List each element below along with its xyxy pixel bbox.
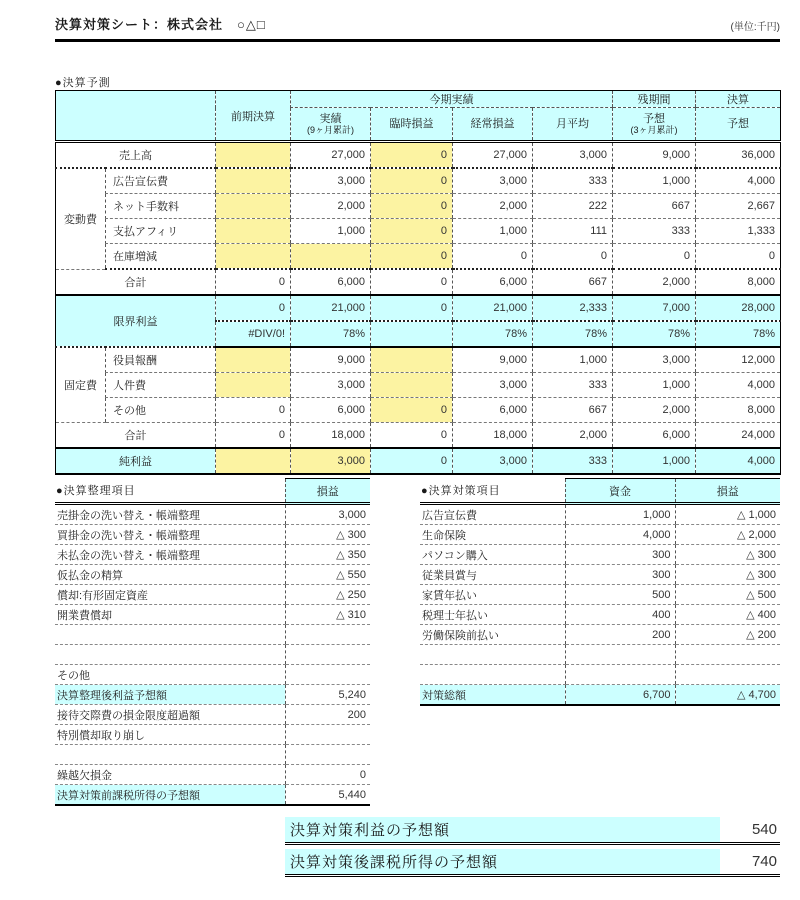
table-cell: 4,000 xyxy=(696,168,781,194)
table-cell: 2,000 xyxy=(533,423,613,449)
row-label: 売掛金の洗い替え・帳端整理 xyxy=(55,504,285,525)
table-cell: △ 300 xyxy=(675,545,780,565)
row-label: 償却:有形固定資産 xyxy=(55,585,285,605)
table-cell: 0 xyxy=(696,244,781,270)
table-cell: #DIV/0! xyxy=(216,321,291,347)
table-row xyxy=(55,765,370,785)
table-cell: △ 300 xyxy=(285,525,370,545)
table-cell xyxy=(216,194,291,219)
table-row xyxy=(55,685,370,705)
table-cell: 0 xyxy=(216,269,291,295)
table-cell: 1,000 xyxy=(453,219,533,244)
table-cell: 9,000 xyxy=(291,347,371,373)
table-row xyxy=(56,448,781,474)
row-label: 仮払金の精算 xyxy=(55,565,285,585)
table-cell: 0 xyxy=(371,295,453,321)
table-cell: 27,000 xyxy=(291,142,371,169)
table-row xyxy=(55,565,370,585)
summary-profit-label: 決算対策利益の予想額 xyxy=(285,817,720,842)
table-cell: 4,000 xyxy=(565,525,675,545)
table-cell: 300 xyxy=(565,545,675,565)
table-cell: 0 xyxy=(371,142,453,169)
table-cell: 2,000 xyxy=(613,398,696,423)
table-cell: 27,000 xyxy=(453,142,533,169)
table-row xyxy=(420,665,780,685)
table-cell: 0 xyxy=(371,194,453,219)
table-cell: 3,000 xyxy=(291,373,371,398)
table-row xyxy=(420,685,780,706)
row-label: 支払アフィリ xyxy=(106,219,216,244)
col-header-pl-measures: 損益 xyxy=(675,479,780,504)
row-label: 税理士年払い xyxy=(420,605,565,625)
table-row xyxy=(55,645,370,665)
table-cell: 1,000 xyxy=(613,448,696,474)
summary-taxable-value: 740 xyxy=(751,852,777,870)
row-label: 決算対策前課税所得の予想額 xyxy=(55,785,285,806)
table-cell: 0 xyxy=(371,398,453,423)
title-bar xyxy=(55,14,780,33)
col-header-remaining-forecast xyxy=(613,108,696,142)
summary-block xyxy=(285,816,780,880)
table-cell xyxy=(216,142,291,169)
table-cell xyxy=(675,645,780,665)
table-cell: 2,000 xyxy=(613,269,696,295)
table-cell xyxy=(565,645,675,665)
row-label: その他 xyxy=(55,665,285,685)
forecast-table xyxy=(55,90,781,475)
table-cell xyxy=(285,745,370,765)
table-cell xyxy=(291,244,371,270)
table-cell: 333 xyxy=(533,373,613,398)
col-header-ordinary: 経常損益 xyxy=(453,108,533,142)
row-label: ネット手数料 xyxy=(106,194,216,219)
table-cell: 0 xyxy=(216,295,291,321)
table-cell xyxy=(285,645,370,665)
table-cell: 3,000 xyxy=(613,347,696,373)
row-label xyxy=(55,625,285,645)
row-label: 従業員賞与 xyxy=(420,565,565,585)
col-header-settlement-forecast: 予想 xyxy=(696,108,781,142)
table-cell: 9,000 xyxy=(453,347,533,373)
table-row xyxy=(55,625,370,645)
table-row xyxy=(56,269,781,295)
table-cell: 1,000 xyxy=(565,504,675,525)
section-label-forecast: ●決算予測 xyxy=(55,77,111,89)
table-cell xyxy=(565,665,675,685)
col-header-monthly-avg: 月平均 xyxy=(533,108,613,142)
table-cell: 1,000 xyxy=(613,168,696,194)
table-cell: 2,000 xyxy=(291,194,371,219)
table-cell: 21,000 xyxy=(453,295,533,321)
table-cell: △ 550 xyxy=(285,565,370,585)
table-cell: 3,000 xyxy=(453,373,533,398)
table-cell: △ 500 xyxy=(675,585,780,605)
table-cell: 78% xyxy=(696,321,781,347)
table-cell: 8,000 xyxy=(696,269,781,295)
table-cell: 333 xyxy=(533,168,613,194)
table-cell xyxy=(371,373,453,398)
row-label: 役員報酬 xyxy=(106,347,216,373)
row-label: 限界利益 xyxy=(56,295,216,347)
summary-row-taxable xyxy=(285,848,780,877)
table-row xyxy=(420,605,780,625)
table-row xyxy=(55,585,370,605)
col-header-pl-adjustment: 損益 xyxy=(285,479,370,504)
adjustment-header-row xyxy=(55,479,370,504)
row-label: 未払金の洗い替え・帳端整理 xyxy=(55,545,285,565)
title-divider xyxy=(55,39,780,42)
row-label: 買掛金の洗い替え・帳端整理 xyxy=(55,525,285,545)
table-cell: 3,000 xyxy=(285,504,370,525)
header-row-1 xyxy=(56,91,781,108)
row-label xyxy=(55,645,285,665)
table-cell: △ 1,000 xyxy=(675,504,780,525)
table-row xyxy=(55,785,370,806)
table-cell: △ 200 xyxy=(675,625,780,645)
table-cell: 3,000 xyxy=(453,448,533,474)
table-cell: 7,000 xyxy=(613,295,696,321)
row-label: その他 xyxy=(106,398,216,423)
corner-cell xyxy=(56,91,216,142)
table-cell: 6,700 xyxy=(565,685,675,706)
section-label-measures: ●決算対策項目 xyxy=(420,479,565,504)
table-cell: △ 300 xyxy=(675,565,780,585)
table-cell: 333 xyxy=(613,219,696,244)
table-cell: 9,000 xyxy=(613,142,696,169)
row-label: 純利益 xyxy=(56,448,216,474)
group-label: 変動費 xyxy=(56,168,106,269)
measures-table xyxy=(420,478,780,706)
row-label: 広告宣伝費 xyxy=(106,168,216,194)
table-cell: 5,240 xyxy=(285,685,370,705)
col-header-actual xyxy=(291,108,371,142)
table-row xyxy=(420,525,780,545)
table-cell: 24,000 xyxy=(696,423,781,449)
table-row xyxy=(55,665,370,685)
row-label: 特別償却取り崩し xyxy=(55,725,285,745)
table-row xyxy=(420,565,780,585)
col-header-remaining-label: 予想 xyxy=(643,113,665,126)
table-cell: 4,000 xyxy=(696,373,781,398)
table-cell: △ 400 xyxy=(675,605,780,625)
row-label: 生命保険 xyxy=(420,525,565,545)
row-label xyxy=(420,665,565,685)
table-cell: 300 xyxy=(565,565,675,585)
table-cell: 0 xyxy=(453,244,533,270)
table-row xyxy=(55,745,370,765)
table-cell: 2,000 xyxy=(453,194,533,219)
col-header-current-group: 今期実績 xyxy=(291,91,613,108)
table-row xyxy=(55,605,370,625)
table-row xyxy=(56,373,781,398)
table-cell: △ 310 xyxy=(285,605,370,625)
row-label: 繰越欠損金 xyxy=(55,765,285,785)
table-cell: 667 xyxy=(613,194,696,219)
table-row xyxy=(56,219,781,244)
table-cell: 500 xyxy=(565,585,675,605)
row-label: 労働保険前払い xyxy=(420,625,565,645)
summary-row-profit xyxy=(285,816,780,845)
table-cell: 0 xyxy=(371,244,453,270)
adjustment-table xyxy=(55,478,370,806)
col-header-cash: 資金 xyxy=(565,479,675,504)
table-cell: 21,000 xyxy=(291,295,371,321)
row-label: 在庫増減 xyxy=(106,244,216,270)
row-label xyxy=(420,645,565,665)
table-cell: 1,333 xyxy=(696,219,781,244)
table-row xyxy=(55,504,370,525)
table-cell: 200 xyxy=(285,705,370,725)
table-cell: 4,000 xyxy=(696,448,781,474)
table-row xyxy=(56,295,781,321)
table-cell: 0 xyxy=(216,423,291,449)
table-cell: 6,000 xyxy=(453,398,533,423)
table-cell xyxy=(371,321,453,347)
table-cell xyxy=(285,665,370,685)
row-label: 対策総額 xyxy=(420,685,565,706)
table-cell: 0 xyxy=(371,423,453,449)
table-cell: 667 xyxy=(533,269,613,295)
row-label: 家賃年払い xyxy=(420,585,565,605)
table-row xyxy=(56,194,781,219)
table-cell: 2,667 xyxy=(696,194,781,219)
row-label: 合計 xyxy=(56,423,216,449)
table-cell: △ 350 xyxy=(285,545,370,565)
row-label: 接待交際費の損金限度超過額 xyxy=(55,705,285,725)
summary-profit-value: 540 xyxy=(751,820,777,838)
table-cell: 667 xyxy=(533,398,613,423)
table-cell: 1,000 xyxy=(291,219,371,244)
table-cell: 3,000 xyxy=(453,168,533,194)
table-row xyxy=(55,705,370,725)
row-label: 決算整理後利益予想額 xyxy=(55,685,285,705)
table-cell: 200 xyxy=(565,625,675,645)
unit-label: (単位:千円) xyxy=(730,22,780,33)
table-cell: 0 xyxy=(371,448,453,474)
table-cell: 222 xyxy=(533,194,613,219)
col-header-remaining-note: (3ヶ月累計) xyxy=(630,124,678,135)
row-label: 売上高 xyxy=(56,142,216,169)
table-cell: 6,000 xyxy=(613,423,696,449)
table-row xyxy=(56,168,781,194)
table-cell: 3,000 xyxy=(291,448,371,474)
table-cell: 12,000 xyxy=(696,347,781,373)
table-cell: 78% xyxy=(453,321,533,347)
row-label: パソコン購入 xyxy=(420,545,565,565)
table-row xyxy=(420,585,780,605)
table-row xyxy=(56,398,781,423)
table-row xyxy=(420,625,780,645)
table-cell: 0 xyxy=(216,398,291,423)
table-cell: 1,000 xyxy=(533,347,613,373)
table-row xyxy=(56,244,781,270)
table-cell: 333 xyxy=(533,448,613,474)
table-cell: 3,000 xyxy=(533,142,613,169)
table-row xyxy=(55,525,370,545)
table-cell: 6,000 xyxy=(291,398,371,423)
table-cell: 0 xyxy=(371,168,453,194)
table-cell: △ 250 xyxy=(285,585,370,605)
table-cell: 8,000 xyxy=(696,398,781,423)
table-row xyxy=(56,347,781,373)
table-cell: 2,333 xyxy=(533,295,613,321)
section-label-adjustment: ●決算整理項目 xyxy=(55,479,285,504)
col-header-actual-note: (9ヶ月累計) xyxy=(307,124,354,135)
col-header-prev-period: 前期決算 xyxy=(216,91,291,142)
row-label: 開業費償却 xyxy=(55,605,285,625)
table-cell xyxy=(216,373,291,398)
table-cell: 0 xyxy=(533,244,613,270)
table-row xyxy=(420,504,780,525)
measures-header-row xyxy=(420,479,780,504)
table-cell: 1,000 xyxy=(613,373,696,398)
table-row xyxy=(420,545,780,565)
table-row xyxy=(55,725,370,745)
table-cell: 78% xyxy=(613,321,696,347)
table-cell xyxy=(371,347,453,373)
table-cell: 111 xyxy=(533,219,613,244)
table-cell xyxy=(216,347,291,373)
table-cell xyxy=(285,625,370,645)
table-cell: 28,000 xyxy=(696,295,781,321)
table-cell xyxy=(216,219,291,244)
table-cell: 0 xyxy=(371,219,453,244)
table-cell: 5,440 xyxy=(285,785,370,806)
col-header-settlement-top: 決算 xyxy=(696,91,781,108)
table-cell xyxy=(285,725,370,745)
page-title: 決算対策シート：株式会社 ○△□ xyxy=(55,17,266,32)
table-cell: 78% xyxy=(291,321,371,347)
table-cell xyxy=(216,168,291,194)
table-cell: 6,000 xyxy=(291,269,371,295)
table-row xyxy=(56,423,781,449)
table-row xyxy=(420,645,780,665)
table-cell: △ 2,000 xyxy=(675,525,780,545)
row-label: 広告宣伝費 xyxy=(420,504,565,525)
table-cell xyxy=(216,244,291,270)
table-cell xyxy=(675,665,780,685)
table-cell: 0 xyxy=(371,269,453,295)
row-label xyxy=(55,745,285,765)
group-label: 固定費 xyxy=(56,347,106,423)
table-row xyxy=(55,545,370,565)
table-cell: 0 xyxy=(613,244,696,270)
table-cell: 36,000 xyxy=(696,142,781,169)
table-cell: 18,000 xyxy=(453,423,533,449)
col-header-actual-label: 実績 xyxy=(319,113,342,126)
summary-taxable-label: 決算対策後課税所得の予想額 xyxy=(285,849,720,874)
table-cell: 18,000 xyxy=(291,423,371,449)
table-cell: 400 xyxy=(565,605,675,625)
row-label: 合計 xyxy=(56,269,216,295)
table-row xyxy=(56,142,781,169)
table-cell: △ 4,700 xyxy=(675,685,780,706)
col-header-remaining-top: 残期間 xyxy=(613,91,696,108)
row-label: 人件費 xyxy=(106,373,216,398)
table-cell: 3,000 xyxy=(291,168,371,194)
table-cell: 0 xyxy=(285,765,370,785)
table-cell xyxy=(216,448,291,474)
table-cell: 78% xyxy=(533,321,613,347)
col-header-extraordinary: 臨時損益 xyxy=(371,108,453,142)
table-cell: 6,000 xyxy=(453,269,533,295)
